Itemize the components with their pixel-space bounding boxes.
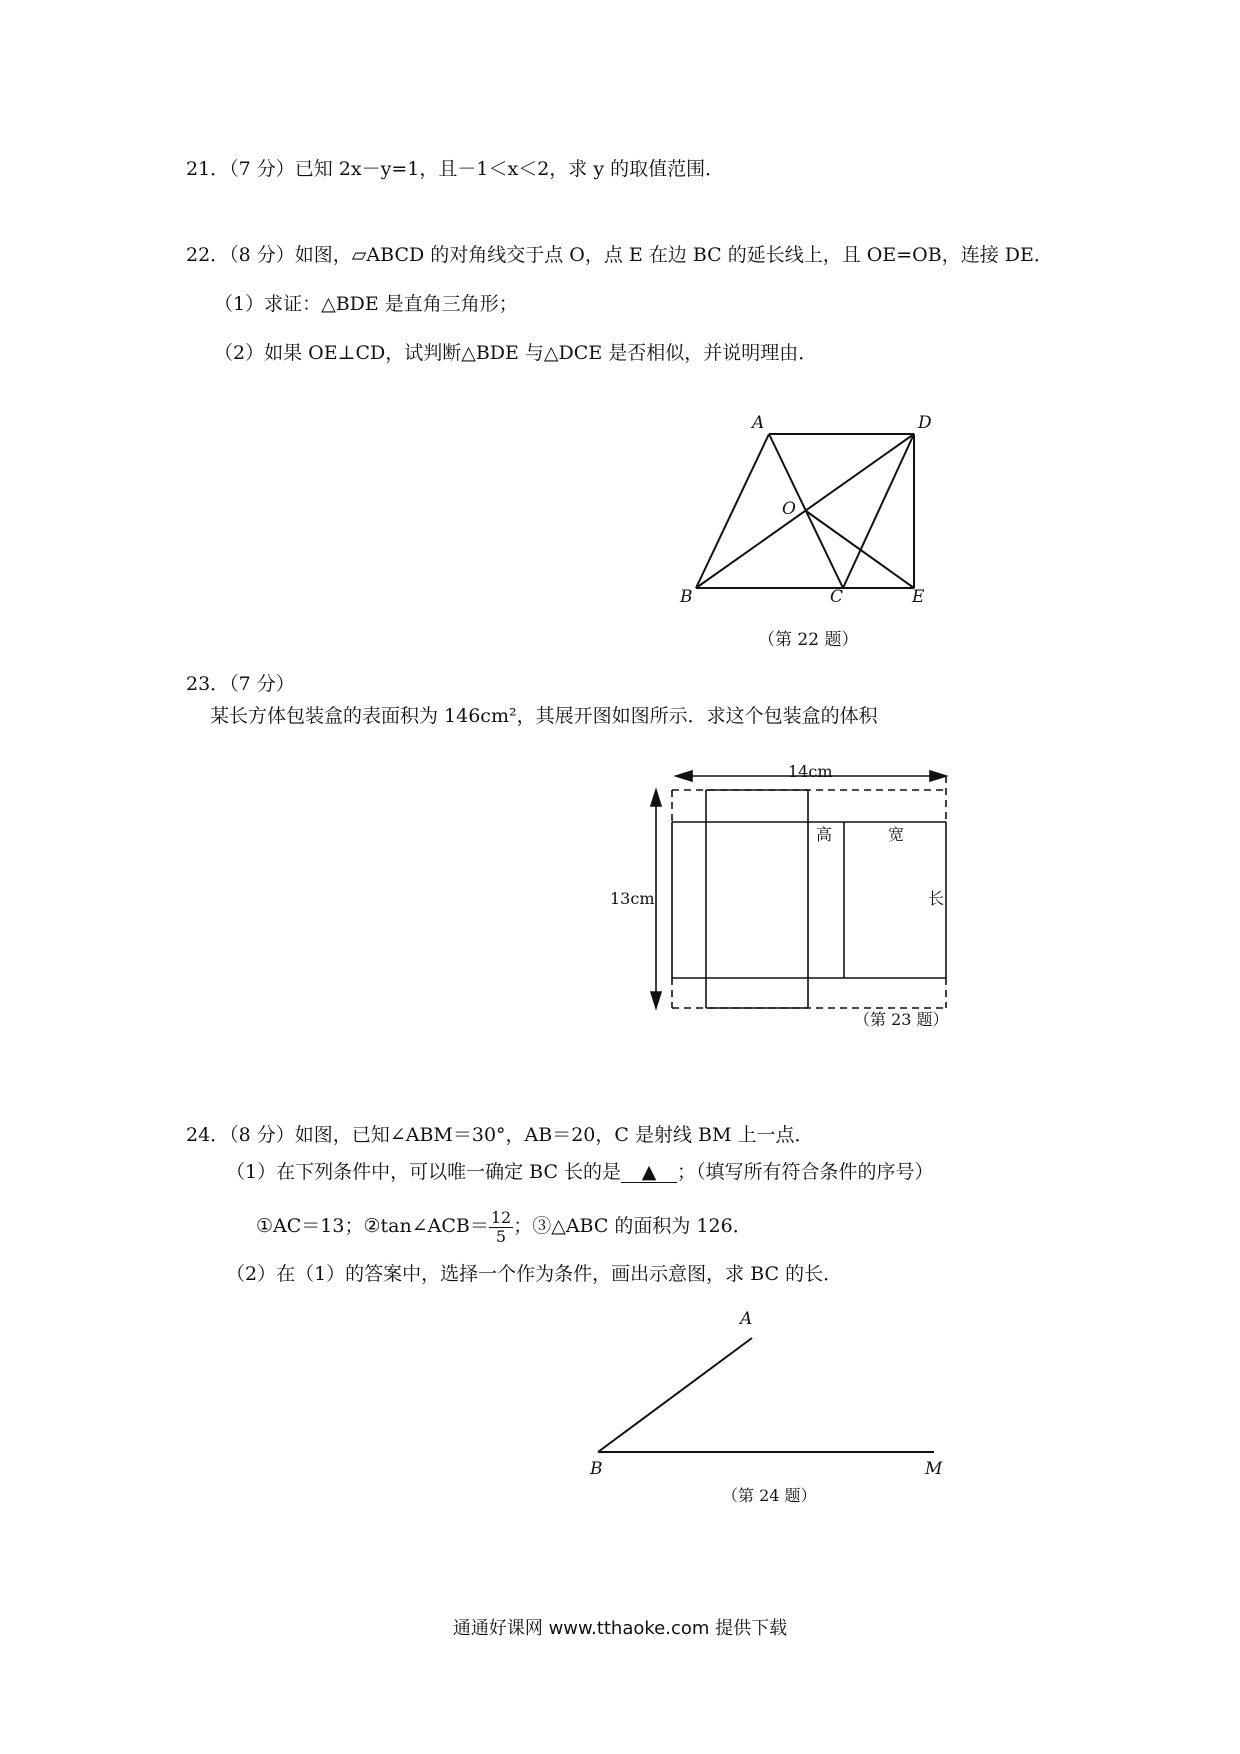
q21-text: 21．（7 分）已知 2x－y=1，且－1＜x＜2，求 y 的取值范围． bbox=[186, 158, 725, 180]
q22-diagonal-ac bbox=[769, 434, 843, 588]
q22-text: 22．（8 分）如图，▱ABCD 的对角线交于点 O，点 E 在边 BC 的延长线上，且 OE=OB，连接 DE． bbox=[186, 244, 1053, 266]
q22-segment-oe bbox=[806, 511, 914, 588]
q24-frac-den: 5 bbox=[495, 1226, 507, 1246]
q22-part1: （1）求证：△BDE 是直角三角形； bbox=[214, 293, 518, 315]
q23-body: 某长方体包装盒的表面积为 146cm²，其展开图如图所示．求这个包装盒的体积 bbox=[210, 705, 878, 727]
q24-label-m: M bbox=[925, 1459, 943, 1479]
q24-label-b: B bbox=[590, 1459, 603, 1479]
q24-segment-ba bbox=[598, 1338, 752, 1452]
q22-segment-dc bbox=[843, 434, 914, 588]
q24-answer-blank: ▲ bbox=[621, 1162, 677, 1183]
q22-caption: （第 22 题） bbox=[758, 630, 859, 650]
q22-label-c: C bbox=[830, 587, 844, 607]
footer-source: 通通好课网 www.tthaoke.com 提供下载 bbox=[452, 1618, 788, 1639]
q23-kuan-label: 宽 bbox=[888, 825, 905, 844]
q24-cond-tail: ；③△ABC 的面积为 126． bbox=[513, 1215, 752, 1237]
q23-text: 23．（7 分） bbox=[186, 673, 295, 695]
q23-width-label: 14cm bbox=[788, 762, 833, 781]
q23-gao-label: 高 bbox=[816, 825, 833, 844]
q22-label-a: A bbox=[752, 413, 765, 433]
q22-label-b: B bbox=[680, 587, 693, 607]
q24-frac-num: 12 bbox=[490, 1207, 512, 1227]
q24-caption: （第 24 题） bbox=[722, 1486, 817, 1505]
q24-fraction bbox=[489, 1209, 513, 1246]
q24-part2: （2）在（1）的答案中，选择一个作为条件，画出示意图，求 BC 的长． bbox=[226, 1263, 843, 1285]
q24-cond-lead: ①AC＝13；②tan∠ACB＝ bbox=[256, 1215, 489, 1237]
q22-segment-ab bbox=[696, 434, 769, 588]
q24-part1-lead: （1）在下列条件中，可以唯一确定 BC 长的是 bbox=[226, 1161, 622, 1183]
q24-part1 bbox=[226, 1160, 934, 1184]
q22-diagonal-bd bbox=[696, 434, 914, 588]
q23-caption: （第 23 题） bbox=[854, 1010, 949, 1029]
q22-part2: （2）如果 OE⊥CD，试判断△BDE 与△DCE 是否相似，并说明理由． bbox=[214, 342, 818, 364]
q24-conditions bbox=[256, 1206, 752, 1246]
q22-label-o: O bbox=[782, 499, 796, 519]
q24-part1-tail: ；（填写所有符合条件的序号） bbox=[677, 1161, 934, 1183]
q22-label-e: E bbox=[912, 587, 925, 607]
q23-height-label: 13cm bbox=[610, 889, 655, 908]
q23-chang-label: 长 bbox=[928, 889, 945, 908]
q24-text: 24．（8 分）如图，已知∠ABM＝30°，AB＝20，C 是射线 BM 上一点． bbox=[186, 1124, 814, 1146]
q22-label-d: D bbox=[918, 413, 932, 433]
q24-label-a: A bbox=[740, 1309, 753, 1329]
